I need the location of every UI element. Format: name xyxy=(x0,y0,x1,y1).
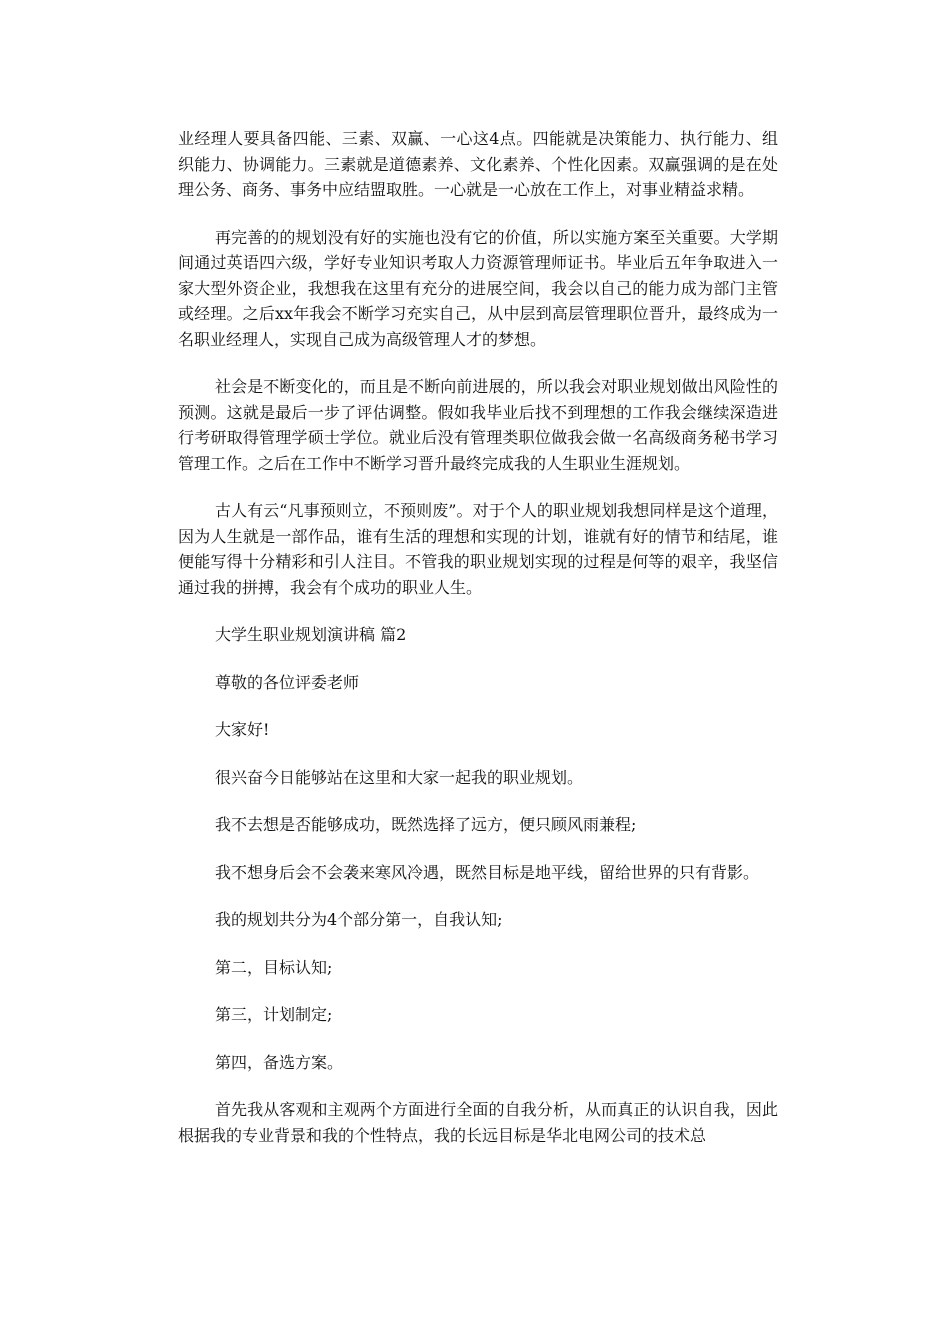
paragraph-implementation-plan: 再完善的的规划没有好的实施也没有它的价值，所以实施方案至关重要。大学期间通过英语四六级，学好专业知识考取人力资源管理师证书。毕业后五年争取进入一家大型外资企业，我想我在这里有充分的进展空间，我会以自己的能力成为部门主管或经理。之后xx年我会不断学习充实自己，从中层到高层管理职位晋升，最终成为一名职业经理人，实现自己成为高级管理人才的梦想。 xyxy=(178,227,778,349)
outline-part-3: 第三，计划制定; xyxy=(215,1005,333,1024)
document-page xyxy=(178,126,778,1170)
paragraph-manager-qualities: 业经理人要具备四能、三素、双赢、一心这4点。四能就是决策能力、执行能力、组织能力、协调能力。三素就是道德素养、文化素养、个性化因素。双赢强调的是在处理公务、商务、事务中应结盟取胜。一心就是一心放在工作上，对事业精益求精。 xyxy=(178,129,778,199)
outline-part-4: 第四，备选方案。 xyxy=(215,1052,344,1072)
quote-line-1: 我不去想是否能够成功，既然选择了远方，便只顾风雨兼程; xyxy=(215,815,637,834)
outline-part-1: 我的规划共分为4个部分第一，自我认知; xyxy=(215,910,503,929)
greeting: 大家好! xyxy=(215,720,270,739)
paragraph-closing-quote: 古人有云“凡事预则立，不预则废”。对于个人的职业规划我想同样是这个道理，因为人生就是一部作品，谁有生活的理想和实现的计划，谁就有好的情节和结尾，谁便能写得十分精彩和引人注目。不管我的职业规划实现的过程是何等的艰辛，我坚信通过我的拼搏，我会有个成功的职业人生。 xyxy=(178,501,778,597)
paragraph-self-analysis: 首先我从客观和主观两个方面进行全面的自我分析，从而真正的认识自我，因此根据我的专业背景和我的个性特点，我的长远目标是华北电网公司的技术总 xyxy=(178,1100,778,1145)
paragraph-risk-assessment: 社会是不断变化的，而且是不断向前进展的，所以我会对职业规划做出风险性的预测。这就是最后一步了评估调整。假如我毕业后找不到理想的工作我会继续深造进行考研取得管理学硕士学位。就业后没有管理类职位做我会做一名高级商务秘书学习管理工作。之后在工作中不断学习晋升最终完成我的人生职业生涯规划。 xyxy=(178,377,778,473)
section-heading: 大学生职业规划演讲稿 篇2 xyxy=(215,625,407,644)
quote-line-2: 我不想身后会不会袭来寒风冷遇，既然目标是地平线，留给世界的只有背影。 xyxy=(215,862,760,882)
intro-line: 很兴奋今日能够站在这里和大家一起我的职业规划。 xyxy=(215,767,584,787)
salutation: 尊敬的各位评委老师 xyxy=(215,672,360,692)
outline-part-2: 第二，目标认知; xyxy=(215,957,333,977)
